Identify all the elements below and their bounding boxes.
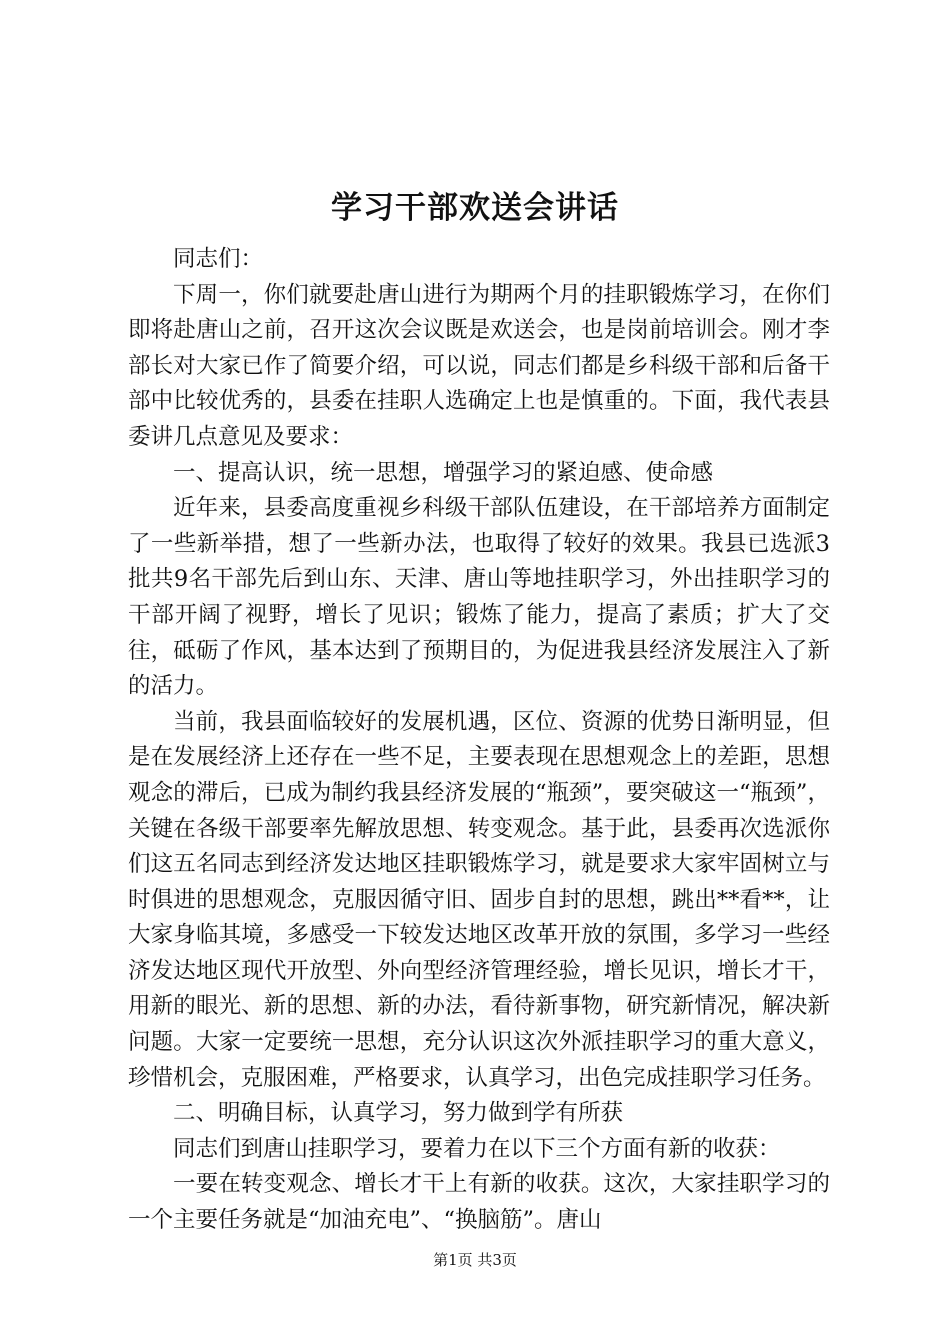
body-paragraph: 近年来，县委高度重视乡科级干部队伍建设，在干部培养方面制定了一些新举措，想了一些新办法，也取得了较好的效果。我县已选派3批共9名干部先后到山东、天津、唐山等地挂职学习，外出挂职学习的干部开阔了视野，增长了见识；锻炼了能力，提高了素质；扩大了交往，砥砺了作风，基本达到了预期目的，为促进我县经济发展注入了新的活力。 — [128, 495, 830, 700]
document-body — [128, 242, 830, 1239]
body-paragraph: 一要在转变观念、增长才干上有新的收获。这次，大家挂职学习的一个主要任务就是“加油充电”、“换脑筋”。唐山 — [128, 1171, 830, 1234]
page-footer: 第1页 共3页 — [433, 1251, 517, 1269]
intro-paragraph: 下周一，你们就要赴唐山进行为期两个月的挂职锻炼学习，在你们即将赴唐山之前，召开这次会议既是欢送会，也是岗前培训会。刚才李部长对大家已作了简要介绍，可以说，同志们都是乡科级干部和后备干部中比较优秀的，县委在挂职人选确定上也是慎重的。下面，我代表县委讲几点意见及要求： — [128, 281, 830, 450]
section-heading-2: 二、明确目标，认真学习，努力做到学有所获 — [173, 1100, 624, 1127]
body-paragraph: 当前，我县面临较好的发展机遇，区位、资源的优势日渐明显，但是在发展经济上还存在一些不足，主要表现在思想观念上的差距，思想观念的滞后，已成为制约我县经济发展的“瓶颈”，要突破这一“瓶颈”，关键在各级干部要率先解放思想、转变观念。基于此，县委再次选派你们这五名同志到经济发达地区挂职锻炼学习，就是要求大家牢固树立与时俱进的思想观念，克服因循守旧、固步自封的思想，跳出**看**，让大家身临其境，多感受一下较发达地区改革开放的氛围，多学习一些经济发达地区现代开放型、外向型经济管理经验，增长见识，增长才干，用新的眼光、新的思想、新的办法，看待新事物，研究新情况，解决新问题。大家一定要统一思想，充分认识这次外派挂职学习的重大意义，珍惜机会，克服困难，严格要求，认真学习，出色完成挂职学习任务。 — [128, 708, 830, 1091]
document-title: 学习干部欢送会讲话 — [331, 190, 619, 226]
salutation-paragraph: 同志们： — [173, 246, 264, 272]
body-paragraph: 同志们到唐山挂职学习，要着力在以下三个方面有新的收获： — [173, 1135, 781, 1162]
section-heading-1: 一、提高认识，统一思想，增强学习的紧迫感、使命感 — [173, 459, 714, 486]
